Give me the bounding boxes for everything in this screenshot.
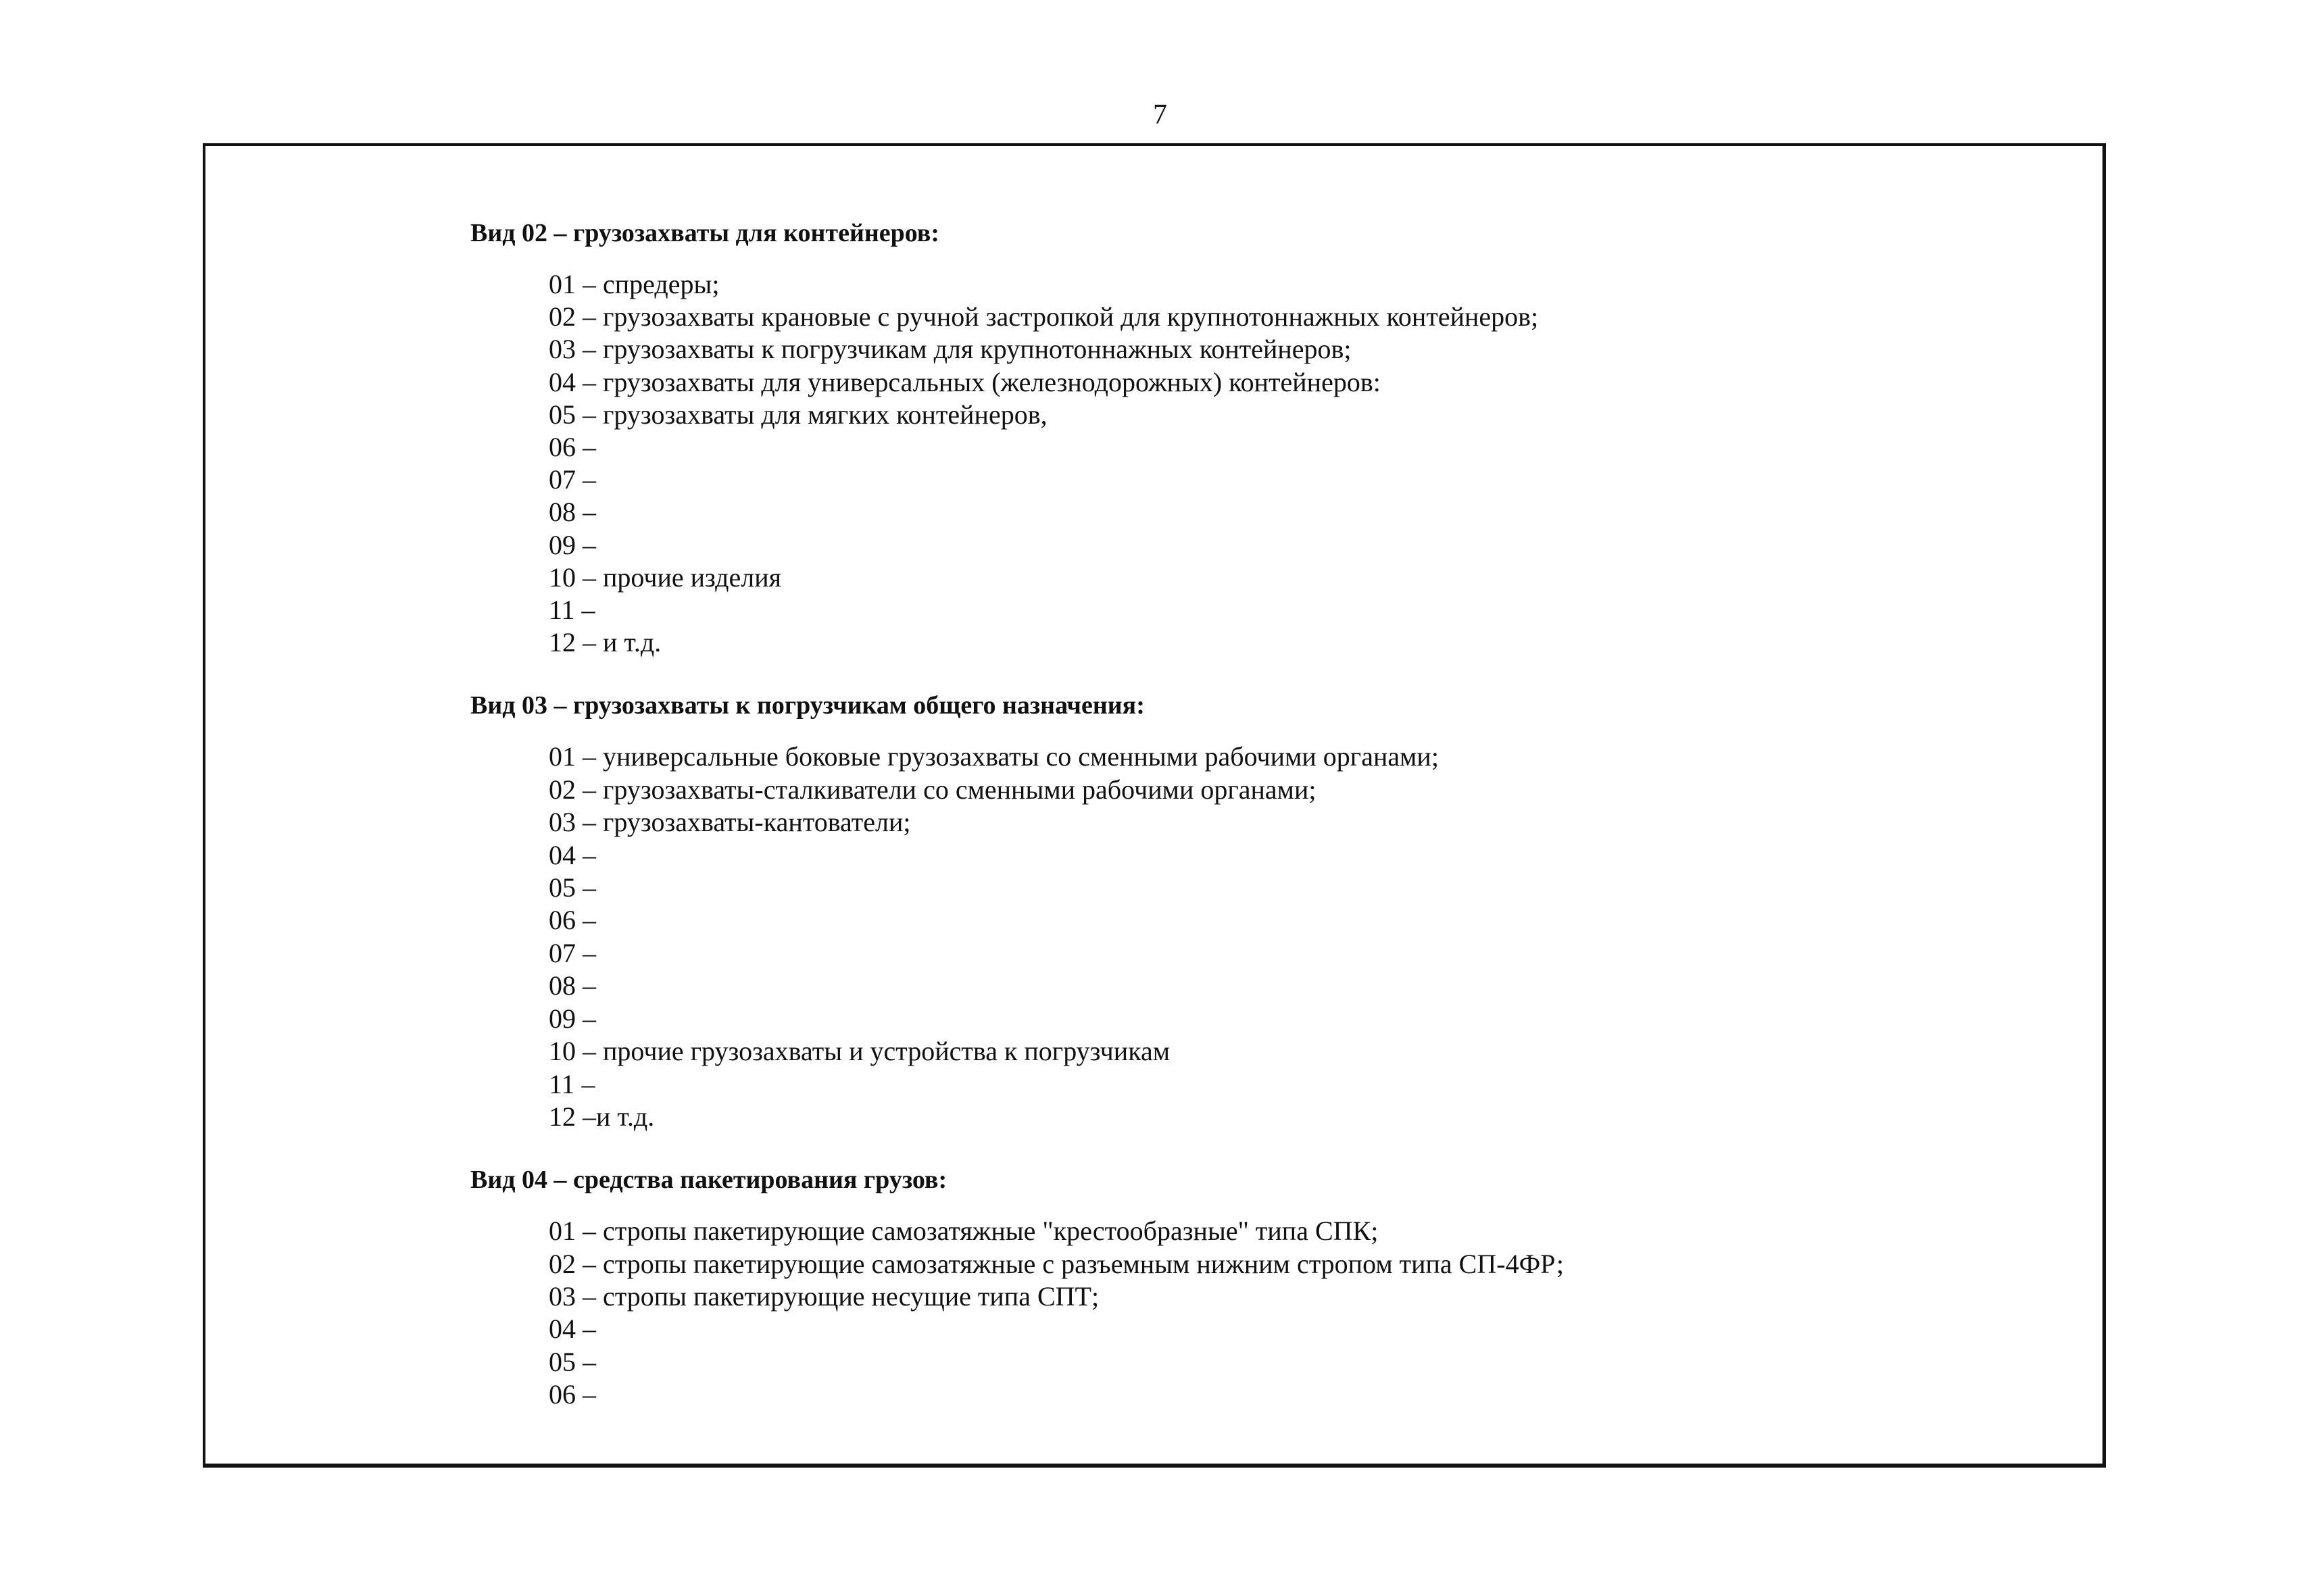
page-number: 7	[1153, 99, 1167, 130]
list-item: 06 –	[549, 905, 596, 936]
list-item: 04 – грузозахваты для универсальных (железнодорожных) контейнеров:	[549, 366, 1381, 397]
list-item: 01 – стропы пакетирующие самозатяжные "крестообразные" типа СПК;	[549, 1216, 1379, 1247]
document-frame	[203, 143, 2106, 1468]
list-item: 07 –	[549, 937, 596, 968]
document-content	[470, 217, 2025, 1411]
section-heading: Вид 03 – грузозахваты к погрузчикам общего назначения:	[470, 691, 1145, 720]
list-item: 06 –	[549, 432, 596, 463]
list-item: 05 –	[549, 1346, 596, 1377]
list-item: 01 – спредеры;	[549, 269, 720, 299]
list-item: 10 – прочие грузозахваты и устройства к погрузчикам	[549, 1036, 1171, 1067]
list-item: 09 –	[549, 1003, 596, 1034]
list-item: 08 –	[549, 497, 596, 528]
section-heading: Вид 02 – грузозахваты для контейнеров:	[470, 219, 939, 247]
list-item: 04 –	[549, 1314, 596, 1345]
list-item: 11 –	[549, 595, 595, 626]
list-item: 01 – универсальные боковые грузозахваты со сменными рабочими органами;	[549, 741, 1439, 772]
list-item: 06 –	[549, 1378, 596, 1410]
list-item: 03 – стропы пакетирующие несущие типа СПТ;	[549, 1280, 1100, 1312]
list-item: 03 – грузозахваты-кантователи;	[549, 807, 911, 838]
list-item: 05 –	[549, 872, 596, 903]
item-list	[549, 268, 2025, 659]
list-item: 12 – и т.д.	[549, 627, 662, 658]
list-item: 02 – стропы пакетирующие самозатяжные с разъемным нижним стропом типа СП-4ФР;	[549, 1248, 1565, 1279]
list-item: 08 –	[549, 970, 596, 1001]
section-vid-02	[470, 217, 2025, 659]
section-heading: Вид 04 – средства пакетирования грузов:	[470, 1166, 947, 1195]
item-list	[549, 1215, 2025, 1411]
section-vid-03	[470, 689, 2025, 1133]
list-item: 02 – грузозахваты крановые с ручной застропкой для крупнотоннажных контейнеров;	[549, 301, 1539, 332]
list-item: 03 – грузозахваты к погрузчикам для крупнотоннажных контейнеров;	[549, 334, 1352, 365]
list-item: 02 – грузозахваты-сталкиватели со сменными рабочими органами;	[549, 774, 1316, 805]
section-vid-04	[470, 1164, 2025, 1411]
list-item: 11 –	[549, 1068, 595, 1099]
list-item: 04 –	[549, 839, 596, 870]
list-item: 05 – грузозахваты для мягких контейнеров,	[549, 399, 1048, 430]
list-item: 10 – прочие изделия	[549, 562, 782, 593]
list-item: 12 –и т.д.	[549, 1101, 655, 1132]
item-list	[549, 741, 2025, 1133]
list-item: 09 –	[549, 529, 596, 560]
list-item: 07 –	[549, 464, 596, 495]
